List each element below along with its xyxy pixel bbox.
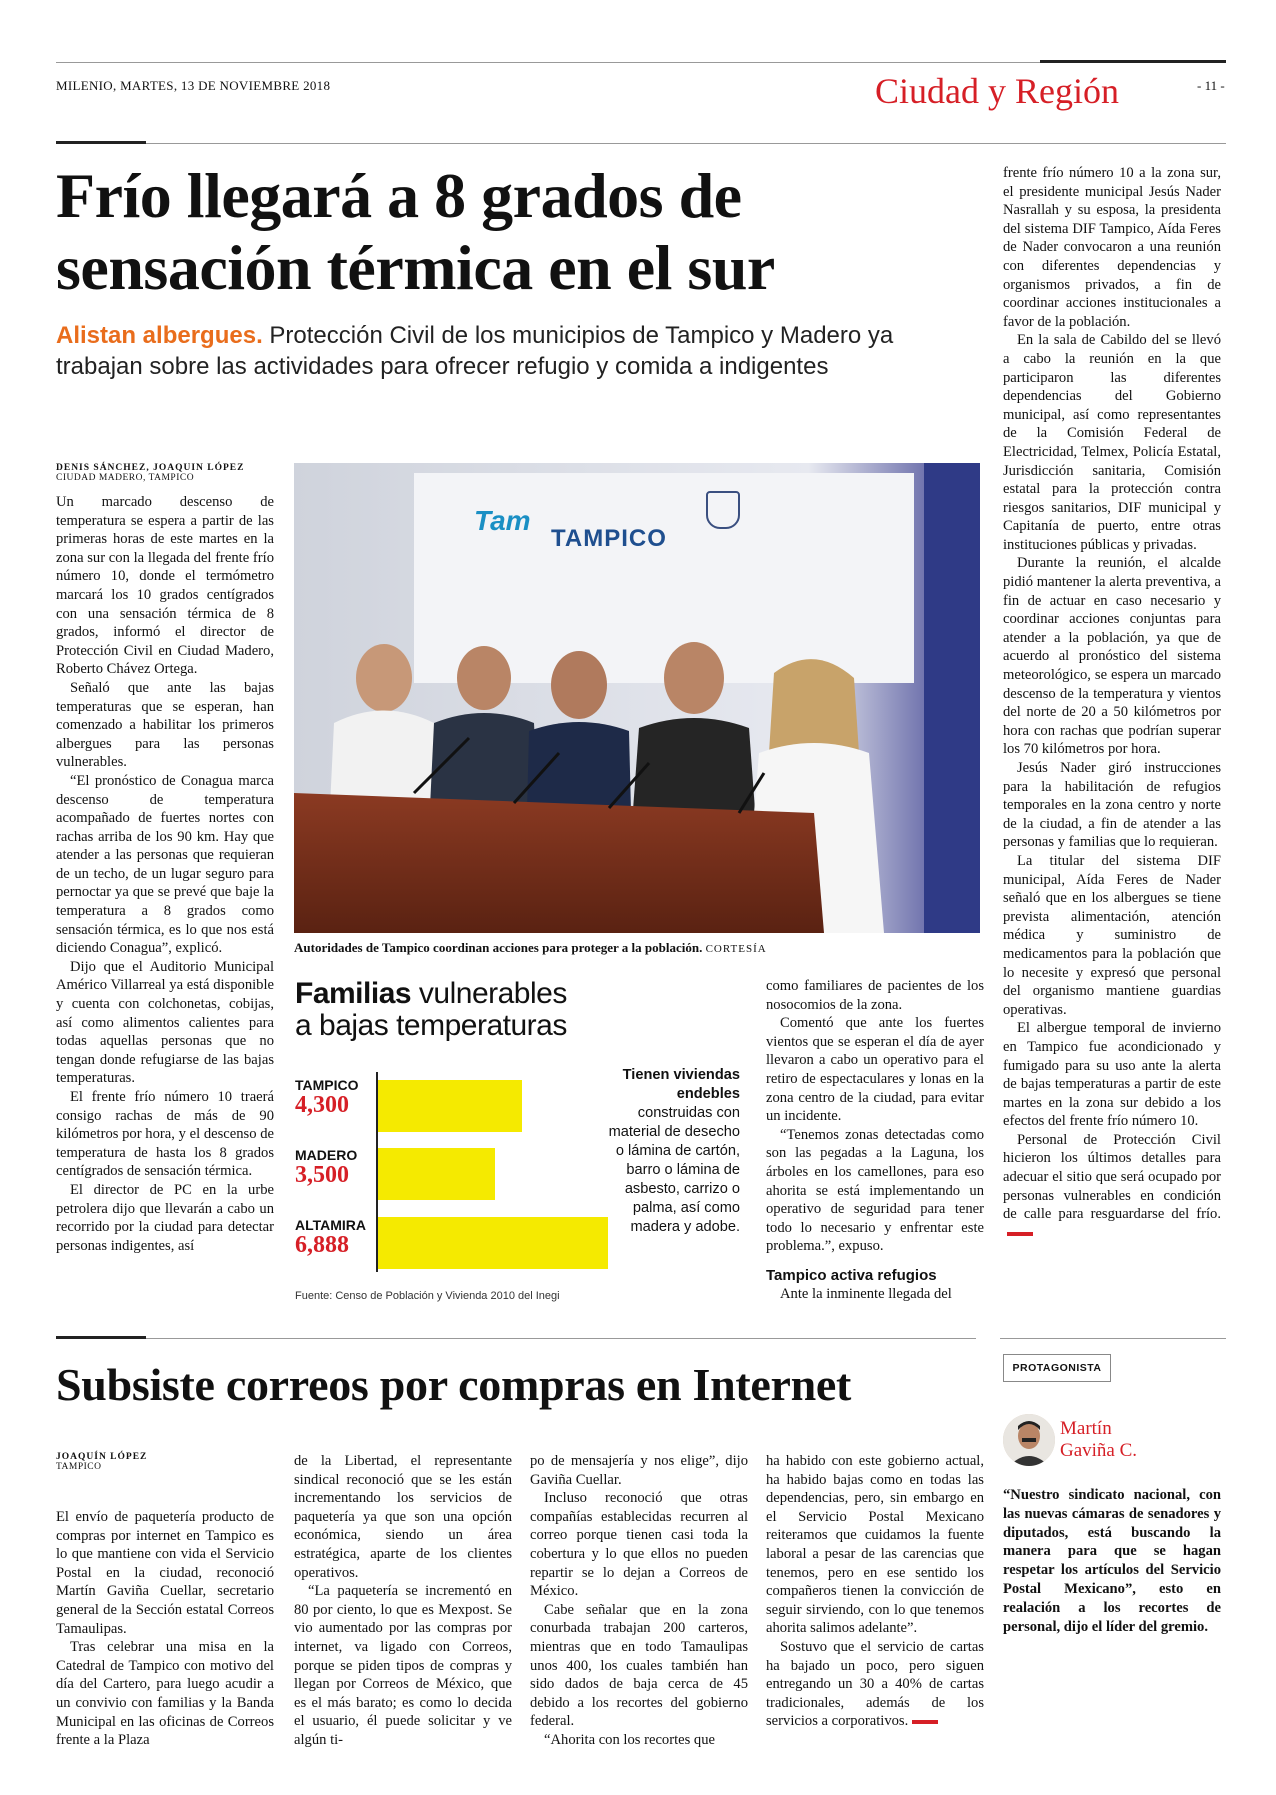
caption-credit: CORTESÍA — [705, 943, 767, 955]
paragraph: Señaló que ante las bajas temperaturas que se esperan, han comenzado a habilitar los primeros albergues para las personas vulnerables. — [56, 679, 274, 771]
paragraph: Tras celebrar una misa en la Catedral de Tampico con motivo del día del Cartero, para luego acudir a un convivio con familias y la Banda Municipal en las oficinas de Correos frente a la Plaza — [56, 1639, 274, 1749]
chart-row — [295, 1147, 357, 1187]
story2-column-4 — [766, 1452, 984, 1731]
chart-title — [295, 978, 625, 1042]
paragraph: po de mensajería y nos elige”, dijo Gaviña Cuellar. — [530, 1453, 748, 1488]
story2-byline — [56, 1452, 276, 1472]
story1-column-mid — [766, 977, 984, 1304]
byline-location: TAMPICO — [56, 1462, 102, 1472]
date-line: MILENIO, MARTES, 13 DE NOVIEMBRE 2018 — [56, 78, 331, 93]
chart-title-bold: Familias — [295, 977, 412, 1010]
paragraph: ha habido con este gobierno actual, ha habido bajas como en todas las dependencias, pero, sin embargo en el Servicio Postal Mexicano reiteramos que cuidamos la fuente laboral a pesar de las carencias que tenemos, pero en ese sentido los compañeros tienen la convicción de seguir sirviendo, con lo que tenemos ahorita salimos adelante”. — [766, 1453, 984, 1637]
page-number: - 11 - — [1197, 78, 1225, 93]
paragraph: Incluso reconoció que otras compañías establecidas recurren al correo porque tienen casi toda la cobertura y lo que ellos no pueden repartir se lo dejan a Correos de México. — [530, 1490, 748, 1600]
paragraph: Durante la reunión, el alcalde pidió mantener la alerta preventiva, a fin de actuar en caso necesario y coordinar acciones conjuntas para atender a la población, ya que de acuerdo al pronóstico del sistema meteorológico, se espera un marcado descenso de la temperatura y vientos del norte de 20 a 50 kilómetros por hora con rachas que podrían superar los 70 kilómetros por hora. — [1003, 555, 1221, 758]
end-mark — [912, 1720, 938, 1724]
deck-text: Protección Civil de los municipios de Tampico y Madero ya trabajan sobre las actividades para ofrecer refugio y comida a indigentes — [56, 322, 894, 380]
story1-column-right — [1003, 164, 1221, 1242]
section-title: Ciudad y Región — [875, 71, 1119, 111]
paragraph — [1003, 1131, 1221, 1243]
paragraph: “El pronóstico de Conagua marca descenso de temperatura acompañado de fuertes nortes con rachas arriba de los 90 km. Hay que atender a las personas que requieran de un techo, de un lugar seguro para pernoctar ya que se prevé que baje la temperatura a 8 grados como sensación térmica, es lo que nos está diciendo Conagua”, explicó. — [56, 772, 274, 957]
paragraph: Cabe señalar que en la zona conurbada trabajan 200 carteros, mientras que en todo Tamaulipas unos 400, los cuales también han sido dados de baja cerca de 45 debido a los recortes del gobierno federal. — [530, 1601, 748, 1730]
byline — [56, 463, 276, 483]
story2-column-1 — [56, 1508, 274, 1750]
chart-title-rest: vulnerables — [418, 977, 567, 1010]
sidebar-quote — [1003, 1486, 1221, 1636]
caption-text: Autoridades de Tampico coordinan acciones para proteger a la población. — [294, 940, 703, 955]
avatar — [1003, 1414, 1055, 1466]
paragraph: La titular del sistema DIF municipal, Aída Feres de Nader señaló que en los albergues se tiene prevista alimentación, atención médica y suministro de medicamentos para la población que lo necesite y expresó que personal del organismo mantiene guardias operativas. — [1003, 852, 1221, 1018]
paragraph — [766, 1638, 984, 1731]
paragraph-text: Personal de Protección Civil hicieron los últimos detalles para adecuar el sitio que será ocupado por personas vulnerables en condición de calle para resguardarse del frío. — [1003, 1131, 1221, 1223]
paragraph: “Ahorita con los recortes que — [544, 1731, 716, 1748]
paragraph: Ante la inminente llegada del — [780, 1285, 952, 1302]
value-label: 3,500 — [295, 1162, 349, 1188]
sidebar-quote-tail: esto en realación a los recortes de personal, dijo el líder del gremio. — [1003, 1580, 1221, 1635]
category-label: TAMPICO — [295, 1077, 359, 1093]
story2-column-2 — [294, 1452, 512, 1750]
byline-authors: DENIS SÁNCHEZ, JOAQUIN LÓPEZ — [56, 463, 245, 473]
banner-logo-center: TAMPICO — [551, 525, 667, 552]
story2-column-3 — [530, 1452, 748, 1750]
paragraph: como familiares de pacientes de los nosocomios de la zona. — [766, 978, 984, 1013]
byline-authors: JOAQUÍN LÓPEZ — [56, 1452, 148, 1462]
category-label: MADERO — [295, 1147, 358, 1163]
paragraph: Comentó que ante los fuertes vientos que se esperan el día de ayer llevaron a cabo un operativo para el retiro de espectaculares y lonas en la zona centro de la ciudad, para evitar un incidente. — [766, 1015, 984, 1125]
headline: Frío llegará a 8 grados de sensación térmica en el sur — [56, 160, 775, 303]
bar-chart — [295, 1072, 625, 1272]
category-label: ALTAMIRA — [295, 1217, 367, 1233]
sidebar-label: PROTAGONISTA — [1003, 1354, 1111, 1382]
paragraph: El frente frío número 10 traerá consigo rachas de más de 90 kilómetros por hora, y el descenso de temperatura de hasta los 8 grados centígrados de sensación térmica. — [56, 1089, 274, 1180]
paragraph: “La paquetería se incrementó en 80 por ciento, lo que es Mexpost. Se vio aumentado por las compras por internet, va ligado con Correos, porque se piden tipos de compras y llegan por Correos de México, que es el más barato; es como lo decida el usuario, él puede solicitar y ve algún ti- — [294, 1583, 512, 1748]
story1-column-1 — [56, 493, 274, 1255]
paragraph: “Tenemos zonas detectadas como son las pegadas a la Laguna, los árboles en los camellones, para eso ahorita se está implementando un operativo de seguridad para tener todo lo necesario y enfrentar este problema.”, expuso. — [766, 1126, 984, 1255]
paragraph-text: Sostuvo que el servicio de cartas ha bajado un poco, pero siguen entregando un 30 a 40% de cartas tradicionales, además de los servicios a corporativos. — [766, 1638, 984, 1730]
deck — [56, 320, 956, 382]
value-label: 4,300 — [295, 1092, 349, 1118]
subhead: Tampico activa refugios — [766, 1266, 937, 1284]
chart-note-text: construidas con material de desecho o lámina de cartón, barro o lámina de asbesto, carrizo o palma, así como madera y adobe. — [608, 1105, 740, 1235]
paragraph: El director de PC en la urbe petrolera dijo que llevarán a cabo un recorrido por la ciudad para detectar personas indigentes, así — [56, 1181, 274, 1254]
paragraph: En la sala de Cabildo del se llevó a cabo la reunión en la que participaron las diferentes dependencias del Gobierno municipal, así como representantes de la Comisión Federal de Electricidad, Telmex, Policía Estatal, Jurisdicción sanitaria, Comisión estatal para la protección contra riesgos sanitarios, DIF municipal y Capitanía de puerto, entre otras instituciones públicas y privadas. — [1003, 332, 1221, 553]
story2-headline: Subsiste correos por compras en Internet — [56, 1359, 852, 1410]
banner-logo-left: Tam — [474, 505, 531, 536]
deck-kicker: Alistan albergues. — [56, 322, 263, 349]
paragraph: El envío de paquetería producto de compras por internet en Tampico es lo que mantiene con vida el Servicio Postal en la ciudad, reconoció Martín Gaviña Cuellar, secretario general de la Sección estatal Correos Tamaulipas. — [56, 1509, 274, 1637]
bar — [378, 1148, 495, 1200]
bar — [378, 1080, 522, 1132]
bar — [378, 1217, 608, 1269]
chart-title-line2: a bajas temperaturas — [295, 1009, 567, 1042]
paragraph: de la Libertad, el representante sindical reconoció que se les están incrementando los servicios de paquetería ya que son una opción económica, siendo un área estratégica, aparte de los clientes operativos. — [294, 1453, 512, 1581]
paragraph: frente frío número 10 a la zona sur, el presidente municipal Jesús Nader Nasrallah y su esposa, la presidenta del sistema DIF Tampico, Aída Feres de Nader convocaron a una reunión con diferentes dependencias y organismos privados, a fin de coordinar acciones institucionales a favor de la población. — [1003, 165, 1221, 330]
person-icon — [1003, 1414, 1055, 1466]
chart-row — [295, 1217, 366, 1257]
end-mark — [1007, 1232, 1033, 1236]
news-photo — [294, 463, 980, 933]
sidebar-quote-text: “Nuestro sindicato nacional, con las nuevas cámaras de senadores y diputados, está buscando la manera para que se hagan respetar los artículos del Servicio Postal Mexicano”, — [1003, 1487, 1221, 1597]
chart-row — [295, 1077, 359, 1117]
chart-note-bold: Tienen viviendas endebles — [622, 1067, 740, 1102]
shield-icon — [706, 491, 740, 529]
photo-caption — [294, 940, 984, 956]
paragraph: Dijo que el Auditorio Municipal Américo Villarreal ya está disponible y cuenta con colchonetas, cobijas, así como alimentos calientes para todas aquellas personas que no tengan donde refugiarse de las bajas temperaturas. — [56, 958, 274, 1087]
paragraph: El albergue temporal de invierno en Tampico fue acondicionado y fumigado para su uso ante la alerta de bajas temperaturas a partir de este martes en la zona sur debido a los efectos del frente frío número 10. — [1003, 1020, 1221, 1130]
chart-note — [608, 1066, 740, 1237]
paragraph: Jesús Nader giró instrucciones para la habilitación de refugios temporales en la zona centro y norte de la ciudad, a fin de atender a las personas y familias que lo requieran. — [1003, 760, 1221, 851]
sidebar-name — [1060, 1418, 1137, 1462]
chart-source: Fuente: Censo de Población y Vivienda 2010 del Inegi — [295, 1290, 560, 1302]
value-label: 6,888 — [295, 1232, 349, 1258]
byline-location: CIUDAD MADERO, TAMPICO — [56, 473, 195, 483]
sidebar-name-line2: Gaviña C. — [1060, 1440, 1138, 1461]
paragraph: Un marcado descenso de temperatura se espera a partir de las primeras horas de este martes en la zona sur con la llegada del frente frío número 10, donde el termómetro marcará los 10 grados centígrados con una sensación térmica de 8 grados, informó el director de Protección Civil en Ciudad Madero, Roberto Chávez Ortega. — [56, 494, 274, 678]
sidebar-name-line1: Martín — [1060, 1418, 1112, 1439]
